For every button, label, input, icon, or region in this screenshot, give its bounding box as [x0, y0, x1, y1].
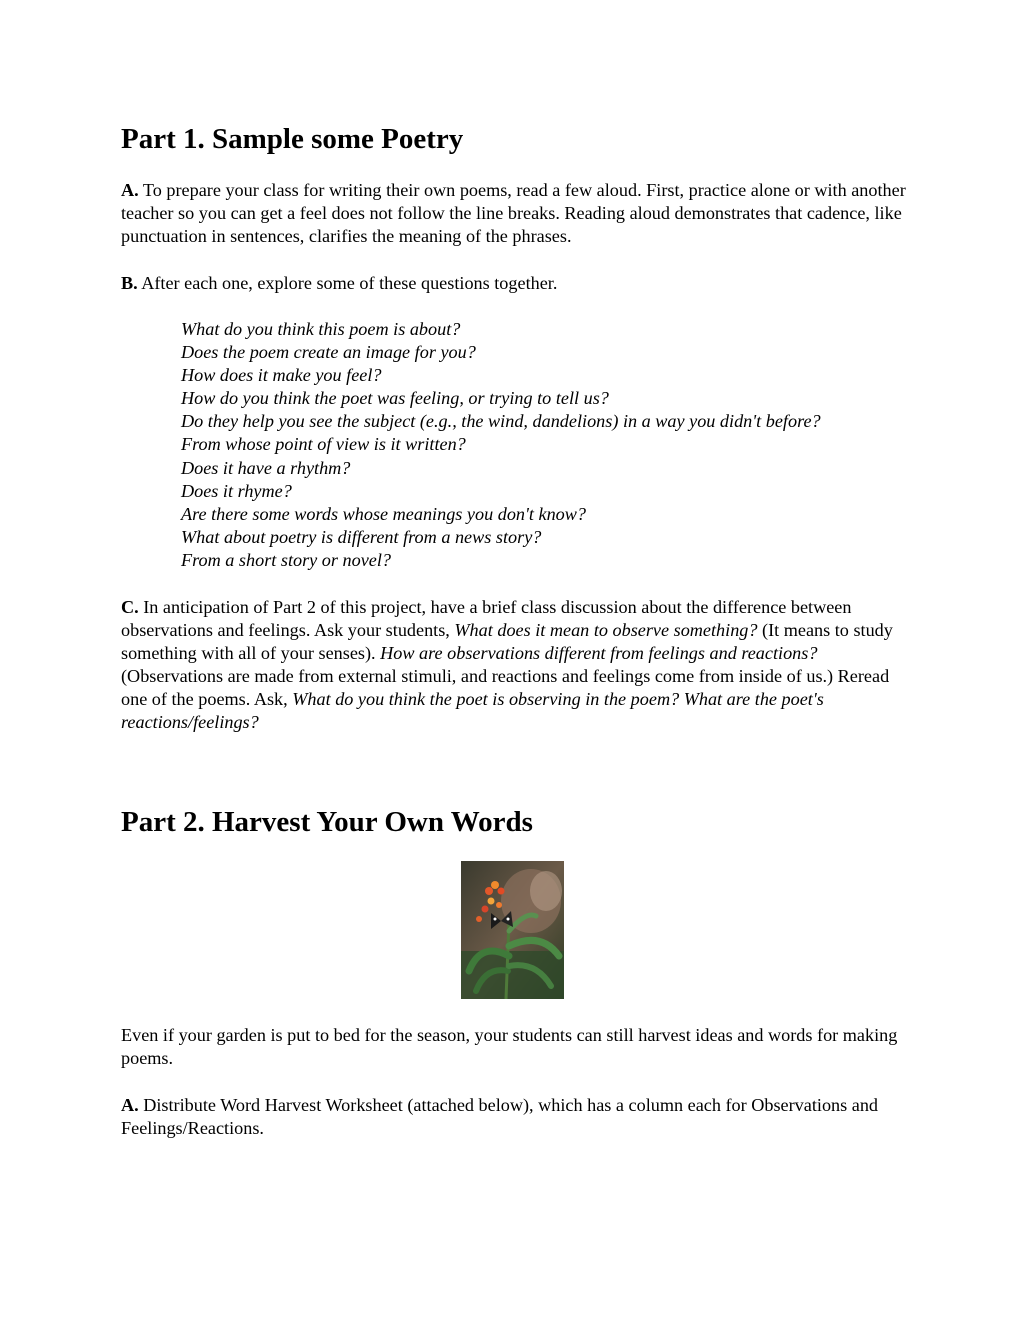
paragraph-text: To prepare your class for writing their own poems, read a few aloud. First, practice alone or with another teacher so you can get a feel does not follow the line breaks. Reading aloud demonstrates that cadence, like punctuation in sentences, clarifies the meaning of the phrases. [121, 180, 906, 247]
part1-heading: Part 1. Sample some Poetry [121, 123, 464, 155]
paragraph-text: (It means to study something with all of your senses). [121, 620, 893, 664]
butterfly-on-milkweed-image [461, 861, 564, 999]
paragraph-text: Distribute Word Harvest Worksheet (attached below), which has a column each for Observations and Feelings/Reactions. [121, 1095, 879, 1139]
question-item: Does the poem create an image for you? [181, 342, 476, 363]
part2-paragraph-a [121, 1094, 911, 1140]
question-item: What about poetry is different from a news story? [181, 526, 542, 547]
butterfly-photo [461, 861, 564, 999]
question-item: Do they help you see the subject (e.g., the wind, dandelions) in a way you didn't before? [181, 411, 821, 432]
italic-question: What does it mean to observe something? [454, 620, 758, 641]
part1-paragraph-a [121, 179, 911, 248]
paragraph-text: After each one, explore some of these questions together. [137, 273, 558, 293]
part1-paragraph-b [121, 272, 911, 295]
question-item: Does it rhyme? [181, 480, 292, 501]
part1-paragraph-c [121, 596, 911, 735]
discussion-questions [181, 318, 921, 572]
italic-question: What do you think the poet is observing in the poem? What are the poet's reactions/feelings? [121, 689, 824, 733]
paragraph-label: A. [121, 180, 139, 200]
part2-heading: Part 2. Harvest Your Own Words [121, 806, 533, 838]
paragraph-label: A. [121, 1095, 139, 1115]
question-item: Does it have a rhythm? [181, 457, 351, 478]
part2-intro: Even if your garden is put to bed for the season, your students can still harvest ideas and words for making poems. [121, 1025, 898, 1069]
question-item: Are there some words whose meanings you don't know? [181, 503, 586, 524]
paragraph-text: In anticipation of Part 2 of this project, have a brief class discussion about the difference between observations and feelings. Ask your students, [121, 597, 852, 641]
question-item: What do you think this poem is about? [181, 319, 461, 339]
paragraph-text: (Observations are made from external stimuli, and reactions and feelings come from inside of us.) Reread one of the poems. Ask, [121, 666, 890, 710]
question-item: From whose point of view is it written? [181, 434, 466, 455]
italic-question: How are observations different from feelings and reactions? [380, 643, 818, 664]
question-item: From a short story or novel? [181, 549, 391, 570]
question-item: How do you think the poet was feeling, or trying to tell us? [181, 388, 609, 409]
paragraph-label: C. [121, 597, 139, 617]
paragraph-label: B. [121, 273, 138, 293]
question-item: How does it make you feel? [181, 365, 382, 386]
